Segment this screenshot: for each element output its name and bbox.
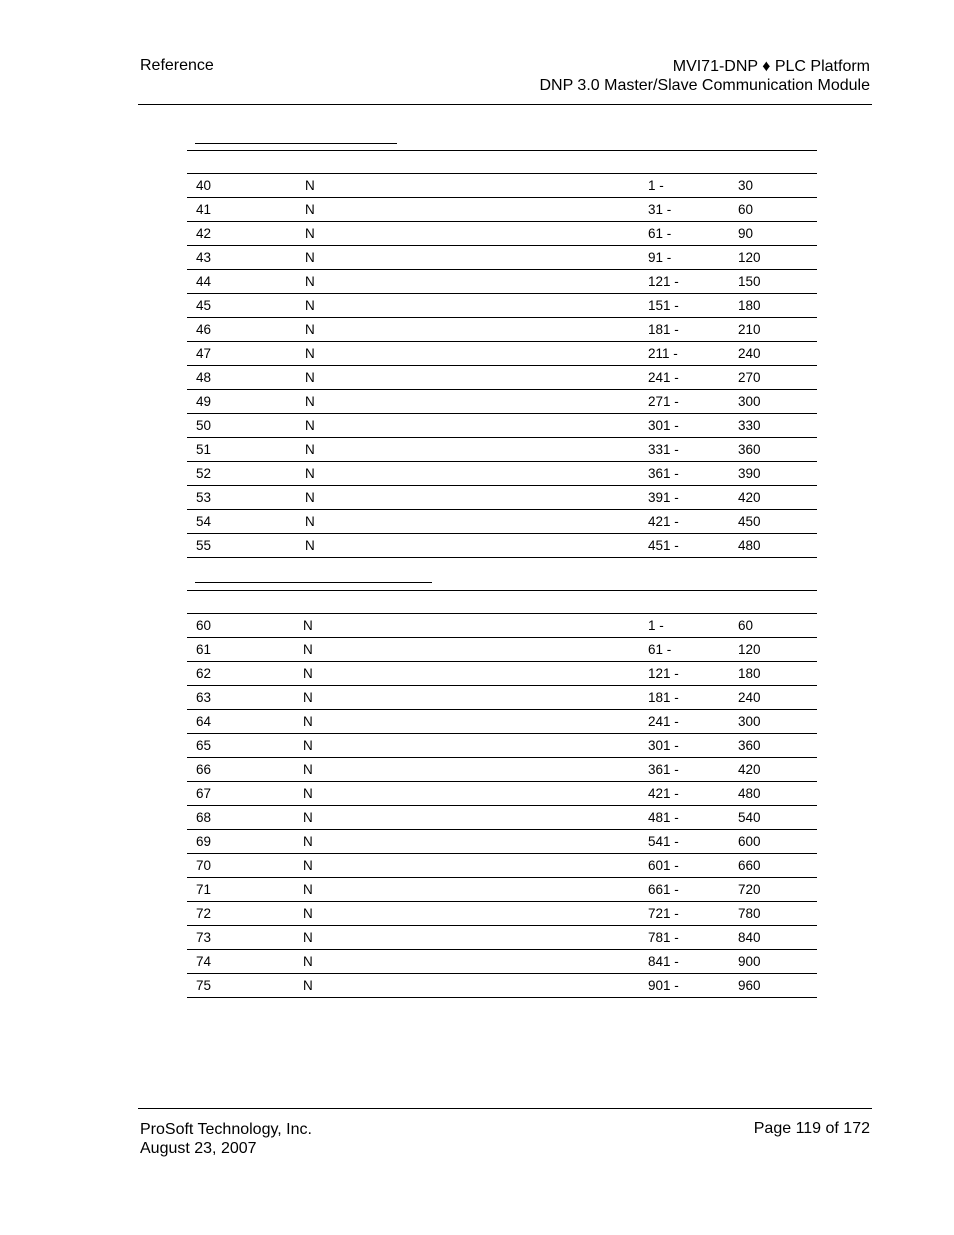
table-row (187, 295, 817, 318)
table1-header-row (187, 150, 817, 174)
table-cell-range-end: 480 (738, 538, 761, 553)
table-row (187, 807, 817, 830)
table-row (187, 711, 817, 734)
table-cell-type: N (303, 906, 313, 921)
table-cell-range-end: 330 (738, 418, 761, 433)
table-cell-range-start: 301 - (648, 738, 679, 753)
table-cell-type: N (305, 226, 315, 241)
table-cell-index: 75 (196, 978, 212, 993)
table-cell-type: N (303, 642, 313, 657)
table-cell-index: 43 (196, 250, 212, 265)
table-row (187, 855, 817, 878)
table-cell-range-start: 241 - (648, 370, 679, 385)
table-row (187, 639, 817, 662)
header-section-title: Reference (140, 57, 214, 74)
table-row (187, 879, 817, 902)
table-cell-range-start: 1 - (648, 618, 664, 633)
table-cell-range-start: 121 - (648, 274, 679, 289)
footer-company: ProSoft Technology, Inc. (140, 1121, 312, 1138)
table-cell-range-end: 840 (738, 930, 761, 945)
table-cell-index: 45 (196, 298, 212, 313)
table-cell-range-end: 900 (738, 954, 761, 969)
table-row (187, 463, 817, 486)
table-row (187, 615, 817, 638)
table-cell-range-end: 60 (738, 202, 754, 217)
table-cell-range-start: 781 - (648, 930, 679, 945)
table-row (187, 391, 817, 414)
table-cell-index: 44 (196, 274, 212, 289)
table-cell-range-end: 600 (738, 834, 761, 849)
table-cell-index: 60 (196, 618, 212, 633)
table-row (187, 199, 817, 222)
table-cell-range-end: 420 (738, 490, 761, 505)
table-cell-range-end: 480 (738, 786, 761, 801)
table-cell-index: 41 (196, 202, 212, 217)
table-cell-index: 73 (196, 930, 212, 945)
table-cell-range-start: 331 - (648, 442, 679, 457)
table-cell-range-start: 841 - (648, 954, 679, 969)
table-cell-range-end: 420 (738, 762, 761, 777)
table-cell-range-end: 240 (738, 346, 761, 361)
table-row (187, 759, 817, 782)
table-cell-range-end: 360 (738, 738, 761, 753)
table-cell-range-start: 421 - (648, 514, 679, 529)
table-cell-index: 69 (196, 834, 212, 849)
table-cell-index: 70 (196, 858, 212, 873)
table-cell-index: 68 (196, 810, 212, 825)
table-cell-range-end: 780 (738, 906, 761, 921)
table-row (187, 975, 817, 998)
table-cell-index: 71 (196, 882, 212, 897)
header-product-line2: DNP 3.0 Master/Slave Communication Module (539, 77, 870, 94)
table-cell-type: N (303, 786, 313, 801)
table-cell-type: N (305, 250, 315, 265)
table-cell-type: N (305, 298, 315, 313)
table-cell-range-start: 361 - (648, 466, 679, 481)
table-cell-type: N (303, 690, 313, 705)
table-cell-index: 53 (196, 490, 212, 505)
table-cell-index: 64 (196, 714, 212, 729)
table-row (187, 415, 817, 438)
table-row (187, 175, 817, 198)
table-cell-type: N (303, 858, 313, 873)
table-cell-type: N (303, 666, 313, 681)
table-cell-range-end: 120 (738, 250, 761, 265)
table-cell-index: 42 (196, 226, 212, 241)
table-cell-index: 48 (196, 370, 212, 385)
header-divider (138, 104, 872, 105)
table-cell-index: 54 (196, 514, 212, 529)
header-product-info (539, 57, 870, 95)
table-cell-range-start: 151 - (648, 298, 679, 313)
footer-date: August 23, 2007 (140, 1140, 257, 1157)
table-row (187, 831, 817, 854)
table-row (187, 927, 817, 950)
table-cell-range-start: 181 - (648, 322, 679, 337)
table-cell-range-end: 360 (738, 442, 761, 457)
table-cell-range-start: 181 - (648, 690, 679, 705)
table-row (187, 487, 817, 510)
table-cell-range-start: 61 - (648, 226, 672, 241)
table-cell-index: 67 (196, 786, 212, 801)
table-cell-range-end: 390 (738, 466, 761, 481)
table-cell-range-start: 121 - (648, 666, 679, 681)
table-cell-range-end: 60 (738, 618, 754, 633)
table1-heading-underline (195, 143, 397, 144)
table-row (187, 663, 817, 686)
table-cell-type: N (305, 202, 315, 217)
table-cell-range-end: 960 (738, 978, 761, 993)
table-row (187, 367, 817, 390)
table-cell-range-start: 391 - (648, 490, 679, 505)
table-cell-type: N (303, 738, 313, 753)
table-row (187, 247, 817, 270)
table-cell-index: 47 (196, 346, 212, 361)
table2-header-row (187, 590, 817, 614)
table-cell-range-start: 481 - (648, 810, 679, 825)
table-cell-index: 46 (196, 322, 212, 337)
table-row (187, 535, 817, 558)
table-cell-index: 63 (196, 690, 212, 705)
table-cell-range-end: 450 (738, 514, 761, 529)
table-cell-index: 55 (196, 538, 212, 553)
table-cell-range-start: 241 - (648, 714, 679, 729)
table-cell-type: N (305, 442, 315, 457)
table-cell-range-start: 661 - (648, 882, 679, 897)
table-row (187, 439, 817, 462)
table-cell-index: 66 (196, 762, 212, 777)
table-cell-range-end: 300 (738, 714, 761, 729)
table-cell-index: 51 (196, 442, 212, 457)
table-cell-type: N (303, 978, 313, 993)
table-cell-index: 65 (196, 738, 212, 753)
footer-divider (138, 1108, 872, 1109)
table-cell-range-start: 451 - (648, 538, 679, 553)
table-cell-type: N (305, 322, 315, 337)
table-cell-index: 50 (196, 418, 212, 433)
table-row (187, 951, 817, 974)
table-cell-type: N (305, 394, 315, 409)
table-cell-type: N (303, 834, 313, 849)
table-cell-type: N (303, 618, 313, 633)
table-cell-range-end: 270 (738, 370, 761, 385)
table-cell-type: N (305, 346, 315, 361)
table-cell-range-start: 1 - (648, 178, 664, 193)
table-cell-index: 74 (196, 954, 212, 969)
table-row (187, 343, 817, 366)
table-cell-type: N (305, 418, 315, 433)
table2 (187, 590, 817, 998)
table-cell-range-start: 601 - (648, 858, 679, 873)
table-cell-index: 40 (196, 178, 212, 193)
table-cell-index: 72 (196, 906, 212, 921)
header-product-line1: MVI71-DNP ♦ PLC Platform (672, 58, 870, 75)
table-cell-type: N (303, 930, 313, 945)
table-cell-index: 62 (196, 666, 212, 681)
table-cell-range-start: 301 - (648, 418, 679, 433)
table-cell-type: N (303, 762, 313, 777)
table-cell-range-start: 721 - (648, 906, 679, 921)
table-cell-range-end: 180 (738, 666, 761, 681)
table-cell-range-end: 210 (738, 322, 761, 337)
table-row (187, 319, 817, 342)
table-cell-range-end: 150 (738, 274, 761, 289)
table-cell-range-end: 300 (738, 394, 761, 409)
table-row (187, 511, 817, 534)
table-cell-type: N (305, 274, 315, 289)
table-cell-type: N (303, 714, 313, 729)
table-cell-type: N (305, 370, 315, 385)
table-cell-range-end: 540 (738, 810, 761, 825)
table-cell-type: N (305, 466, 315, 481)
table-cell-range-end: 90 (738, 226, 754, 241)
table-cell-type: N (305, 514, 315, 529)
table-row (187, 903, 817, 926)
table-cell-type: N (303, 810, 313, 825)
table-row (187, 735, 817, 758)
table-cell-range-start: 541 - (648, 834, 679, 849)
table-cell-index: 61 (196, 642, 212, 657)
table-cell-type: N (303, 882, 313, 897)
table-cell-range-start: 271 - (648, 394, 679, 409)
table-cell-type: N (305, 538, 315, 553)
table-cell-index: 49 (196, 394, 212, 409)
table-cell-range-end: 120 (738, 642, 761, 657)
table-cell-range-end: 180 (738, 298, 761, 313)
table-cell-type: N (305, 178, 315, 193)
table-cell-range-start: 421 - (648, 786, 679, 801)
table-cell-range-start: 31 - (648, 202, 672, 217)
table-cell-index: 52 (196, 466, 212, 481)
table-cell-range-start: 61 - (648, 642, 672, 657)
table-cell-range-end: 720 (738, 882, 761, 897)
footer-page-number: Page 119 of 172 (753, 1120, 870, 1137)
table-row (187, 271, 817, 294)
table-cell-range-start: 361 - (648, 762, 679, 777)
table-cell-range-start: 901 - (648, 978, 679, 993)
table-cell-type: N (303, 954, 313, 969)
footer-left (140, 1120, 312, 1158)
table2-heading-underline (195, 582, 432, 583)
table-cell-range-end: 240 (738, 690, 761, 705)
table-row (187, 783, 817, 806)
table-cell-type: N (305, 490, 315, 505)
table-cell-range-end: 30 (738, 178, 754, 193)
table-cell-range-start: 211 - (648, 346, 678, 361)
table-cell-range-start: 91 - (648, 250, 672, 265)
table-row (187, 223, 817, 246)
table-cell-range-end: 660 (738, 858, 761, 873)
table-row (187, 687, 817, 710)
table1 (187, 150, 817, 558)
